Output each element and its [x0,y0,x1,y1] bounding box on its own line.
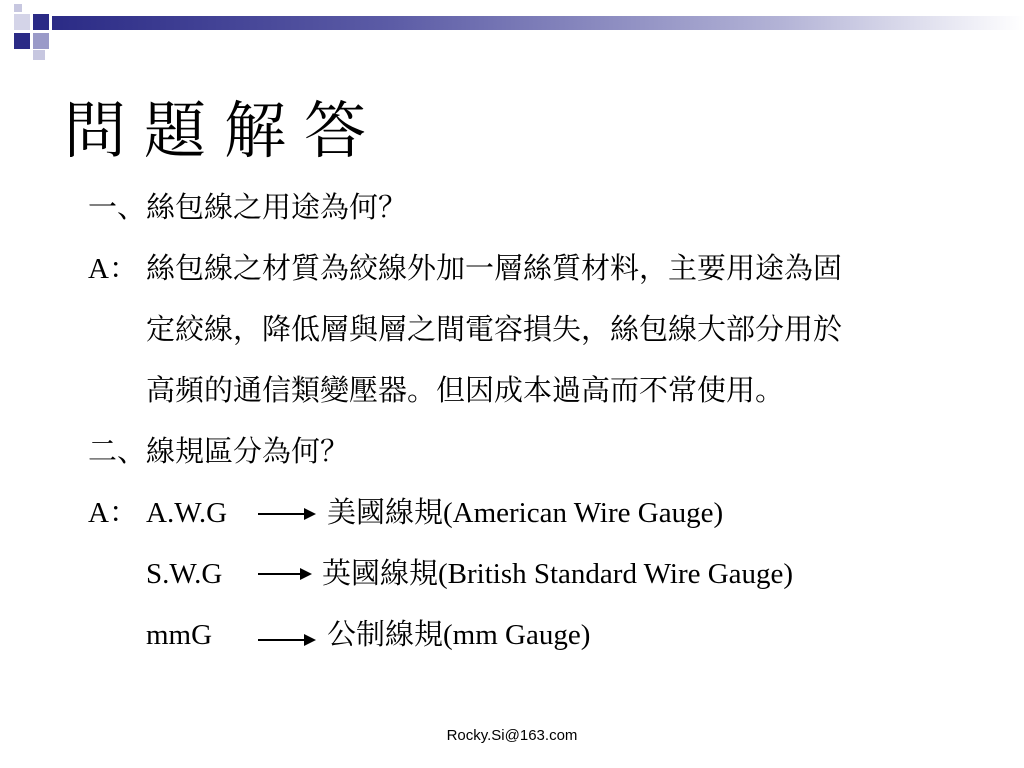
decor-square [14,4,22,12]
decor-square [33,50,45,60]
footer-email: Rocky.Si@163.com [446,727,578,744]
gauge-abbr: S.W.G [146,558,223,590]
slide-title: 問題解答 [64,98,385,166]
arrow-icon [258,573,310,575]
arrow-icon [258,639,314,641]
decor-square [33,33,49,49]
gauge-desc: 英國線規(British Standard Wire Gauge) [322,558,794,590]
decor-square [14,33,30,49]
arrow-icon [258,513,314,515]
decor-square [33,14,49,30]
gauge-abbr: A.W.G [146,497,228,529]
answer-1-prefix: A： [88,253,138,285]
gauge-desc: 公制線規(mm Gauge) [327,619,591,651]
header-gradient-bar [52,16,1024,30]
answer-1-line-1: 絲包線之材質為絞線外加一層絲質材料，主要用途為固 [146,253,843,285]
answer-1-line-2: 定絞線，降低層與層之間電容損失，絲包線大部分用於 [146,314,843,346]
answer-2-prefix: A： [88,497,138,529]
answer-1-line-3: 高頻的通信類變壓器。但因成本過高而不常使用。 [146,375,785,407]
question-1: 一、絲包線之用途為何？ [88,192,408,224]
gauge-abbr: mmG [146,619,213,651]
decor-square [14,14,30,30]
gauge-desc: 美國線規(American Wire Gauge) [327,497,724,529]
question-2: 二、線規區分為何？ [88,436,350,468]
